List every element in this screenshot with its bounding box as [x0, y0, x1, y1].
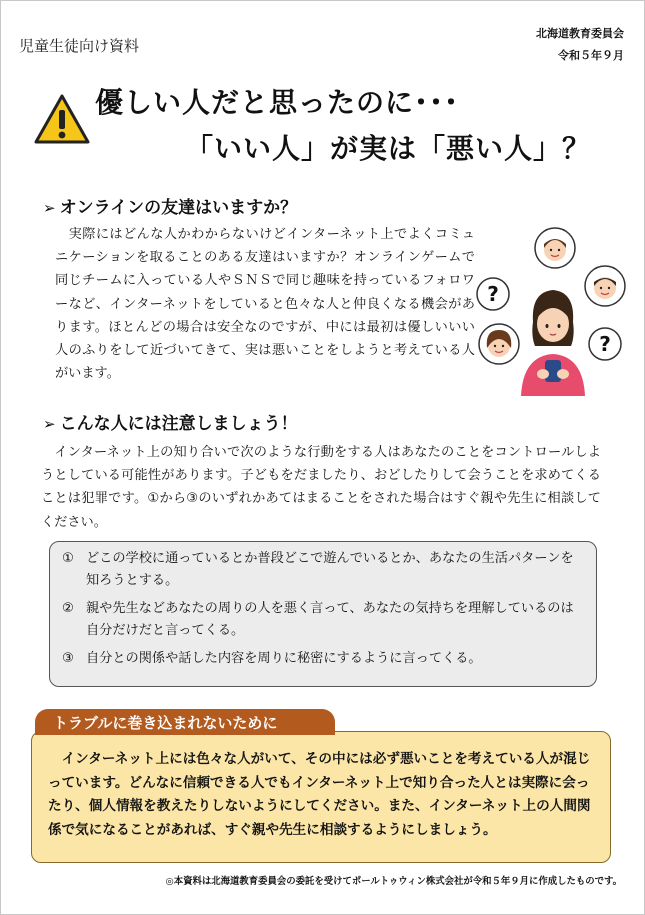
question-mark-icon [589, 328, 621, 360]
advice-body: インターネット上には色々な人がいて、その中には必ず悪いことを考えている人が混じっています。どんなに信頼できる人でもインターネット上で知り合った人とは実際に会ったり、個人情報を教えたりしないようにしてください。また、インターネット上の人間関係で気になることがあれば、すぐ親や先生に相談するようにしましょう。 [48, 751, 591, 838]
document-category: 児童生徒向け資料 [19, 37, 140, 55]
girl-figure [521, 290, 585, 396]
section2-heading [43, 409, 298, 434]
list-number: ① [62, 551, 74, 566]
list-item [62, 648, 584, 670]
svg-text:?: ? [599, 332, 611, 356]
page-title [95, 81, 625, 167]
section2-body: インターネット上の知り合いで次のような行動をする人はあなたのことをコントロールしようとしている可能性があります。子どもをだましたり、おどしたりして会うことを求めてくることは犯罪です。①から③のいずれかあてはまることをされた場合はすぐ親や先生に相談してください。 [41, 445, 601, 530]
list-item [62, 598, 584, 642]
issuer-name: 北海道教育委員会 [536, 27, 624, 40]
advice-tab: トラブルに巻き込まれないために [35, 709, 335, 735]
issue-date: 令和５年９月 [558, 49, 624, 62]
title-line-1: 優しい人だと思ったのに･･･ [95, 86, 460, 119]
title-line-2: 「いい人」が実は「悪い人」？ [185, 132, 592, 165]
footer-note: ◎本資料は北海道教育委員会の委託を受けてポールトゥウィン株式会社が令和５年９月に作成したものです。 [165, 876, 622, 887]
warning-triangle-icon [33, 93, 91, 145]
bubble-boy-face [585, 266, 625, 306]
list-item [62, 548, 584, 592]
issuer-block [536, 23, 624, 67]
svg-text:?: ? [487, 282, 499, 306]
list-number: ② [62, 601, 74, 616]
section2-heading-text: こんな人には注意しましょう！ [59, 414, 298, 434]
advice-box [31, 731, 611, 863]
section1-heading-text: オンラインの友達はいますか？ [59, 198, 298, 218]
section1-heading [43, 193, 297, 218]
list-text: 親や先生などあなたの周りの人を悪く言って、あなたの気持ちを理解しているのは自分だけだと言ってくる。 [86, 601, 574, 638]
list-text: 自分との関係や話した内容を周りに秘密にするように言ってくる。 [86, 651, 482, 666]
list-text: どこの学校に通っているとか普段どこで遊んでいるとか、あなたの生活パターンを知ろうとする。 [86, 551, 574, 588]
bubble-girl-face [535, 228, 575, 268]
arrow-head-icon: ➢ [43, 199, 56, 217]
list-number: ③ [62, 651, 74, 666]
warning-list [49, 541, 597, 687]
section1-body: 実際にはどんな人かわからないけどインターネット上でよくコミュニケーションを取ることのある友達はいますか？オンラインゲームで同じチームに入っている人やＳＮＳで同じ趣味を持っているフォロワーなど、インターネットをしていると色々な人と仲良くなる機会があります。ほとんどの場合は安全なのですが、中には最初は優しいいい人のふりをして近づいてきて、実は悪いことをしようと考えている人がいます。 [55, 227, 475, 382]
bubble-woman-face [479, 324, 519, 364]
arrow-head-icon: ➢ [43, 415, 56, 433]
girl-with-phone-illustration [471, 226, 631, 396]
question-mark-icon [477, 278, 509, 310]
